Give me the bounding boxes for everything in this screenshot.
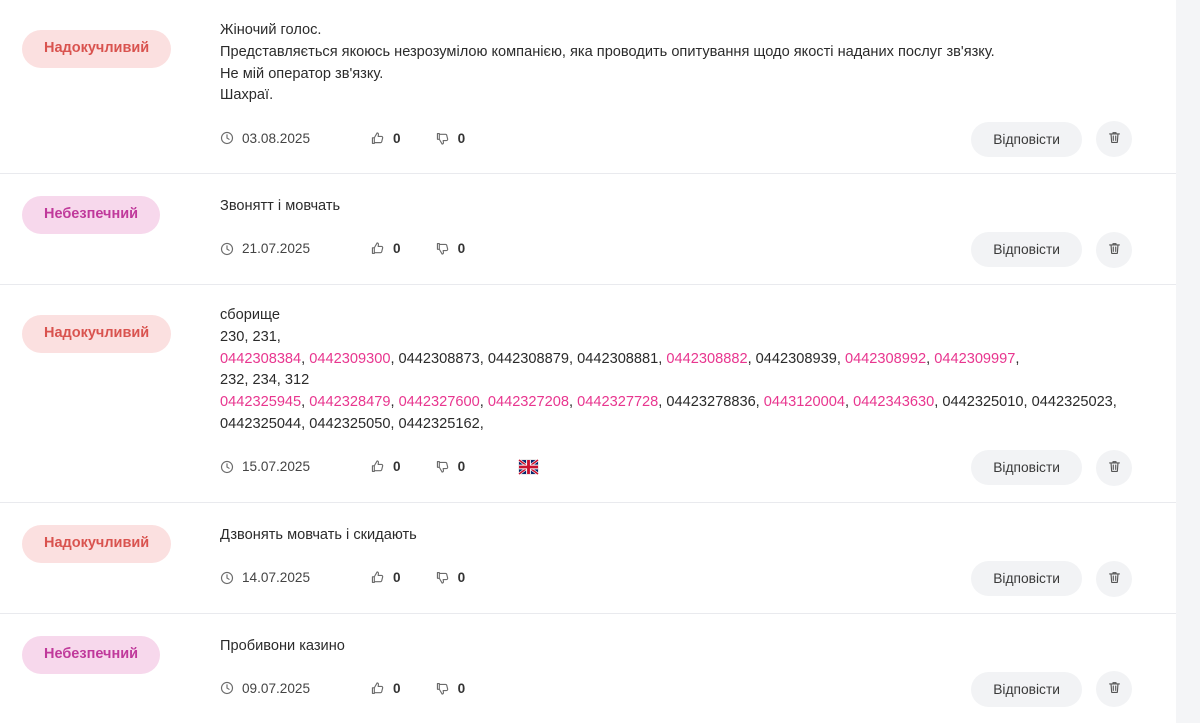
like-control[interactable] <box>370 681 401 696</box>
comment-meta <box>220 121 1156 155</box>
dislike-count: 0 <box>457 241 466 257</box>
thumb-up-icon[interactable] <box>370 570 385 585</box>
text-segment: Представляється якоюсь незрозумілою компанією, яка проводить опитування щодо якості наданих послуг зв'язку. <box>220 43 995 60</box>
comment-date-value: 09.07.2025 <box>242 680 311 696</box>
thumb-up-icon[interactable] <box>370 241 385 256</box>
text-segment: , <box>479 394 488 411</box>
trash-icon <box>1107 130 1122 148</box>
thumb-up-icon[interactable] <box>370 681 385 696</box>
text-segment: Пробивони казино <box>220 637 345 654</box>
status-badge: Надокучливий <box>22 525 171 563</box>
phone-number-link[interactable]: 0442309300 <box>309 350 391 367</box>
text-segment: , <box>844 394 854 411</box>
thumb-down-icon[interactable] <box>435 131 450 146</box>
thumb-down-icon[interactable] <box>435 681 450 696</box>
clock-icon <box>220 460 234 474</box>
text-segment: 232, 234, 312 <box>220 372 310 389</box>
comment-actions <box>971 119 1156 157</box>
comment-text <box>220 523 1156 547</box>
comment-text-line <box>220 525 1156 547</box>
comment-actions <box>971 230 1156 268</box>
text-segment: , <box>301 394 310 411</box>
delete-button[interactable] <box>1096 121 1132 157</box>
delete-button[interactable] <box>1096 671 1132 707</box>
text-segment: 0442325044, 0442325050, 0442325162, <box>220 415 484 432</box>
thumb-down-icon[interactable] <box>435 241 450 256</box>
comment-text-line <box>220 20 1156 42</box>
comment-text <box>220 305 1156 436</box>
phone-number-link[interactable]: 0442327728 <box>577 394 659 411</box>
comment-body <box>220 20 1176 155</box>
comment-text-line <box>220 370 1156 392</box>
phone-number-link[interactable]: 0442327600 <box>398 394 480 411</box>
badge-column <box>0 305 220 353</box>
phone-number-link[interactable]: 0442308384 <box>220 350 302 367</box>
text-segment: , <box>1015 350 1020 367</box>
comment-row <box>0 174 1176 285</box>
comment-row <box>0 0 1176 174</box>
reply-button[interactable]: Відповісти <box>971 122 1082 157</box>
thumb-up-icon[interactable] <box>370 131 385 146</box>
comment-meta <box>220 232 1156 266</box>
reply-button[interactable]: Відповісти <box>971 561 1082 596</box>
like-count: 0 <box>393 570 401 586</box>
clock-icon <box>220 131 234 145</box>
phone-number-link[interactable]: 0442327208 <box>487 394 570 411</box>
text-segment: , 0442308873, 0442308879, 0442308881, <box>390 350 667 367</box>
badge-column <box>0 194 220 234</box>
comment-text-line <box>220 636 1156 658</box>
comment-text-line <box>220 349 1156 371</box>
clock-icon <box>220 571 234 585</box>
comment-row <box>0 614 1176 723</box>
comment-text <box>220 20 1156 107</box>
like-count: 0 <box>393 241 401 257</box>
reply-button[interactable]: Відповісти <box>971 450 1082 485</box>
comment-text-line <box>220 64 1156 86</box>
phone-number-link[interactable]: 0442309997 <box>934 350 1016 367</box>
phone-number-link[interactable]: 0442343630 <box>853 394 935 411</box>
comment-text <box>220 634 1156 658</box>
comment-body <box>220 634 1176 706</box>
delete-button[interactable] <box>1096 561 1132 597</box>
comment-text-line <box>220 196 1156 218</box>
uk-flag-icon[interactable] <box>519 460 538 474</box>
comment-date <box>220 570 310 585</box>
comment-date <box>220 241 310 256</box>
comment-date <box>220 681 310 696</box>
text-segment: , <box>569 394 578 411</box>
comment-date-value: 03.08.2025 <box>242 130 311 146</box>
trash-icon <box>1107 570 1122 588</box>
comment-text-line <box>220 327 1156 349</box>
comment-date-value: 14.07.2025 <box>242 570 311 586</box>
thumb-down-icon[interactable] <box>435 459 450 474</box>
badge-column <box>0 634 220 674</box>
comment-text-line <box>220 392 1156 414</box>
comment-text-line <box>220 305 1156 327</box>
phone-number-link[interactable]: 0443120004 <box>763 394 845 411</box>
dislike-control[interactable] <box>435 570 466 585</box>
comment-text-line <box>220 414 1156 436</box>
trash-icon <box>1107 459 1122 477</box>
phone-number-link[interactable]: 0442325945 <box>220 394 302 411</box>
trash-icon <box>1107 680 1122 698</box>
badge-column <box>0 20 220 68</box>
comment-date-value: 21.07.2025 <box>242 241 311 257</box>
comment-date <box>220 459 310 474</box>
reply-button[interactable]: Відповісти <box>971 232 1082 267</box>
text-segment: , 0442325010, 0442325023, <box>934 394 1117 411</box>
reply-button[interactable]: Відповісти <box>971 672 1082 707</box>
text-segment: Звонятт і мовчать <box>220 198 341 215</box>
like-count: 0 <box>393 130 401 146</box>
like-count: 0 <box>393 459 401 475</box>
dislike-control[interactable] <box>435 131 466 146</box>
text-segment: , 0442308939, <box>747 350 845 367</box>
dislike-control[interactable] <box>435 459 466 474</box>
dislike-control[interactable] <box>435 241 466 256</box>
comment-actions <box>971 669 1156 707</box>
clock-icon <box>220 681 234 695</box>
delete-button[interactable] <box>1096 232 1132 268</box>
dislike-count: 0 <box>457 459 466 475</box>
comment-meta <box>220 671 1156 705</box>
trash-icon <box>1107 241 1122 259</box>
thumb-up-icon[interactable] <box>370 459 385 474</box>
text-segment: сборище <box>220 306 280 323</box>
comment-meta <box>220 450 1156 484</box>
like-control[interactable] <box>370 241 401 256</box>
like-control[interactable] <box>370 570 401 585</box>
thumb-down-icon[interactable] <box>435 570 450 585</box>
text-segment: 230, 231, <box>220 328 281 345</box>
comment-actions <box>971 559 1156 597</box>
comment-row <box>0 285 1176 503</box>
comment-text-line <box>220 42 1156 64</box>
text-segment: , <box>390 394 399 411</box>
dislike-count: 0 <box>457 680 466 696</box>
badge-column <box>0 523 220 563</box>
text-segment: Шахраї. <box>220 87 274 104</box>
text-segment: , 04423278836, <box>658 394 764 411</box>
status-badge: Небезпечний <box>22 196 160 234</box>
status-badge: Надокучливий <box>22 30 171 68</box>
like-control[interactable] <box>370 131 401 146</box>
comment-date <box>220 131 310 146</box>
comment-body <box>220 523 1176 595</box>
comment-date-value: 15.07.2025 <box>242 459 311 475</box>
phone-number-link[interactable]: 0442308882 <box>666 350 748 367</box>
delete-button[interactable] <box>1096 450 1132 486</box>
dislike-control[interactable] <box>435 681 466 696</box>
text-segment: Не мій оператор зв'язку. <box>220 65 384 82</box>
like-control[interactable] <box>370 459 401 474</box>
comment-text-line <box>220 85 1156 107</box>
dislike-count: 0 <box>457 570 466 586</box>
comment-row <box>0 503 1176 614</box>
text-segment: Дзвонять мовчать і скидають <box>220 526 417 543</box>
status-badge: Надокучливий <box>22 315 171 353</box>
text-segment: , <box>926 350 935 367</box>
text-segment: Жіночий голос. <box>220 22 322 38</box>
phone-number-link[interactable]: 0442308992 <box>844 350 927 367</box>
clock-icon <box>220 242 234 256</box>
status-badge: Небезпечний <box>22 636 160 674</box>
comment-body <box>220 305 1176 484</box>
phone-number-link[interactable]: 0442328479 <box>309 394 391 411</box>
comment-text <box>220 194 1156 218</box>
text-segment: , <box>301 350 310 367</box>
comment-meta <box>220 561 1156 595</box>
comment-actions <box>971 448 1156 486</box>
like-count: 0 <box>393 680 401 696</box>
comment-body <box>220 194 1176 266</box>
dislike-count: 0 <box>457 130 466 146</box>
